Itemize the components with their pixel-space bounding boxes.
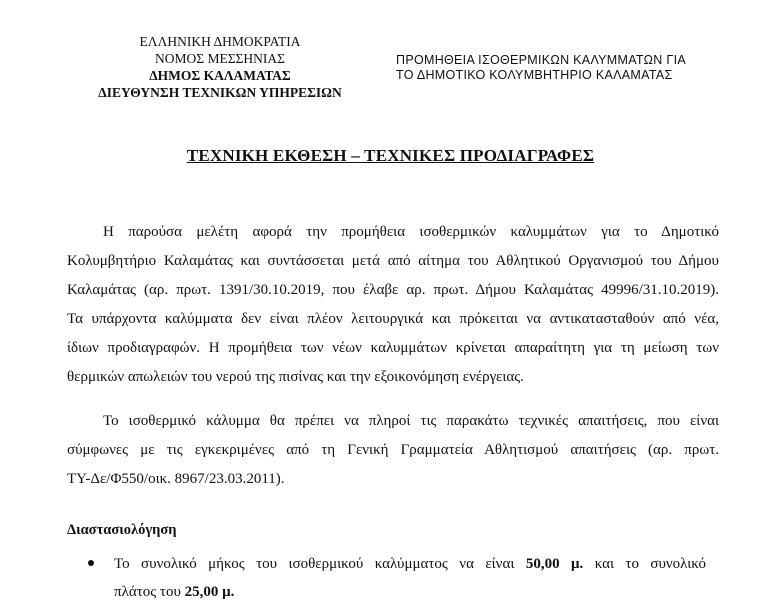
paragraph-requirements: [67, 407, 719, 494]
bullet-text-length-intro: Το συνολικό μήκος του ισοθερμικού καλύμματος να είναι: [114, 556, 515, 572]
paragraph-line: θερμικών απωλειών του νερού της πισίνας και την εξοικονόμηση ενέργειας.: [67, 369, 524, 385]
project-block: [396, 53, 766, 83]
paragraph-line: Καλαμάτας (αρ. πρωτ. 1391/30.10.2019, που έλαβε αρ. πρωτ. Δήμου Καλαμάτας 49996/31.10.2019).: [67, 282, 719, 298]
issuer-line-prefecture: ΝΟΜΟΣ ΜΕΣΣΗΝΙΑΣ: [154, 51, 286, 66]
length-value: 50,00 μ.: [525, 556, 584, 572]
paragraph-line: ΤΥ-Δε/Φ550/οικ. 8967/23.03.2011).: [67, 471, 285, 487]
document-title: ΤΕΧΝΙΚΗ ΕΚΘΕΣΗ – ΤΕΧΝΙΚΕΣ ΠΡΟΔΙΑΓΡΑΦΕΣ: [186, 146, 595, 165]
bullet-text-width-intro: και το συνολικό: [594, 556, 707, 572]
paragraph-line: Η παρούσα μελέτη αφορά την προμήθεια ισοθερμικών καλυμμάτων για το Δημοτικό: [103, 224, 719, 240]
width-value: 25,00 μ.: [184, 584, 235, 600]
issuer-line-directorate: ΔΙΕΥΘΥΝΣΗ ΤΕΧΝΙΚΩΝ ΥΠΗΡΕΣΙΩΝ: [98, 85, 342, 100]
list-item: [114, 550, 706, 606]
project-line-1: ΠΡΟΜΗΘΕΙΑ ΙΣΟΘΕΡΜΙΚΩΝ ΚΑΛΥΜΜΑΤΩΝ ΓΙΑ: [396, 53, 686, 67]
bullet-text-width-label: πλάτος του: [114, 584, 181, 600]
issuer-block: [80, 33, 360, 101]
section-title-dimensioning: Διαστασιολόγηση: [67, 522, 177, 538]
paragraph-line: σύμφωνες με τις εγκεκριμένες από τη Γενική Γραμματεία Αθλητισμού απαιτήσεις (αρ. πρωτ.: [67, 442, 719, 458]
issuer-line-municipality: ΔΗΜΟΣ ΚΑΛΑΜΑΤΑΣ: [149, 68, 291, 83]
paragraph-line: Τα υπάρχοντα καλύμματα δεν είναι πλέον λειτουργικά και πρόκειται να αντικατασταθούν από νέα,: [67, 311, 719, 327]
bullet-dot-icon: [88, 560, 94, 566]
paragraph-line: Το ισοθερμικό κάλυμμα θα πρέπει να πληροί τις παρακάτω τεχνικές απαιτήσεις, που είναι: [103, 413, 719, 429]
bullet-line-1: [114, 550, 706, 578]
paragraph-line: ίδιων προδιαγραφών. Η προμήθεια των νέων καλυμμάτων κρίνεται απαραίτητη για τη μείωση των: [67, 340, 719, 356]
bullet-line-2: [114, 578, 706, 606]
issuer-line-republic: ΕΛΛΗΝΙΚΗ ΔΗΜΟΚΡΑΤΙΑ: [139, 34, 301, 49]
paragraph-intro: [67, 218, 719, 392]
paragraph-line: Κολυμβητήριο Καλαμάτας και συντάσσεται μετά από αίτημα του Αθλητικού Οργανισμού του Δήμου: [67, 253, 719, 269]
project-line-2: ΤΟ ΔΗΜΟΤΙΚΟ ΚΟΛΥΜΒΗΤΗΡΙΟ ΚΑΛΑΜΑΤΑΣ: [396, 68, 673, 82]
